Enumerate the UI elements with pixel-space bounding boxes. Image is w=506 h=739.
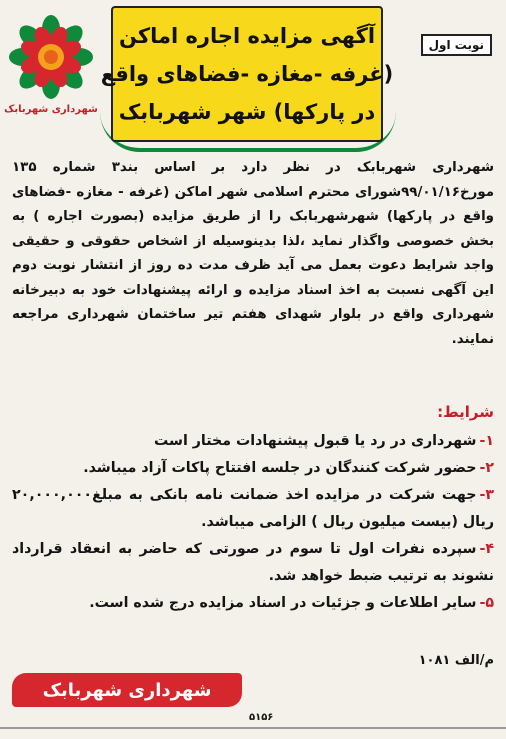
condition-number: ۲- — [479, 460, 494, 476]
condition-number: ۴- — [479, 541, 494, 557]
flower-emblem-icon — [8, 14, 94, 100]
condition-text: شهرداری در رد یا قبول پیشنهادات مختار است — [153, 433, 477, 449]
header-line-3: در پارکها) شهر شهربابک — [118, 100, 376, 124]
issue-badge: نوبت اول — [421, 34, 492, 56]
announcement-paragraph: شهرداری شهربابک در نظر دارد بر اساس بند۳ شماره ۱۳۵ مورخ۹۹/۰۱/۱۶شورای محترم اسلامی شهر اماکن (غرفه - مغازه -فضاهای واقع در پارکها) شهرشهربابک را از طریق مزایده (بصورت اجاره ) به بخش خصوصی واگذار نماید ،لذا بدینوسیله از اشخاص حقوقی و حقیقی واجد شرایط دعوت بعمل می آید ظرف مدت ده روز از انتشار نوبت دوم این آگهی نسبت به اخذ اسناد مزایده و ارائه پیشنهادات خود به دبیرخانه شهرداری واقع در بلوار شهدای هفتم تیر ساختمان شهرداری مراجعه نمایند. — [12, 160, 494, 347]
bottom-divider — [0, 727, 506, 729]
condition-item — [12, 428, 494, 455]
condition-item — [12, 590, 494, 617]
conditions-title: شرایط: — [437, 403, 494, 421]
header-line-2: (غرفه -مغازه -فضاهای واقع — [100, 62, 394, 86]
condition-text: حضور شرکت کنندگان در جلسه افتتاح پاکات آزاد میباشد. — [83, 460, 477, 476]
footer-code: ۵۱۵۶ — [249, 712, 274, 723]
municipality-logo — [6, 14, 96, 132]
footer-banner — [12, 673, 242, 707]
logo-caption: شهرداری شهربابک — [4, 104, 98, 115]
condition-number: ۳- — [479, 487, 494, 503]
header-title-box — [100, 6, 394, 142]
condition-number: ۵- — [479, 595, 494, 611]
condition-text: جهت شرکت در مزایده اخذ ضمانت نامه بانکی به مبلغ۲۰,۰۰۰,۰۰۰ ریال (بیست میلیون ریال ) الزامی میباشد. — [12, 487, 494, 530]
conditions-list — [12, 428, 494, 617]
condition-text: سپرده نفرات اول تا سوم در صورتی که حاضر به انعقاد قرارداد نشوند به ترتیب ضبط خواهد شد. — [12, 541, 494, 584]
condition-item — [12, 536, 494, 590]
condition-number: ۱- — [479, 433, 494, 449]
header-line-1: آگهی مزایده اجاره اماکن — [118, 24, 376, 48]
condition-item — [12, 455, 494, 482]
footer-banner-text: شهرداری شهربابک — [42, 679, 212, 701]
condition-text: سایر اطلاعات و جزئیات در اسناد مزایده درج شده است. — [89, 595, 477, 611]
reference-number: م/الف ۱۰۸۱ — [418, 653, 494, 668]
announcement-body — [12, 156, 494, 352]
condition-item — [12, 482, 494, 536]
